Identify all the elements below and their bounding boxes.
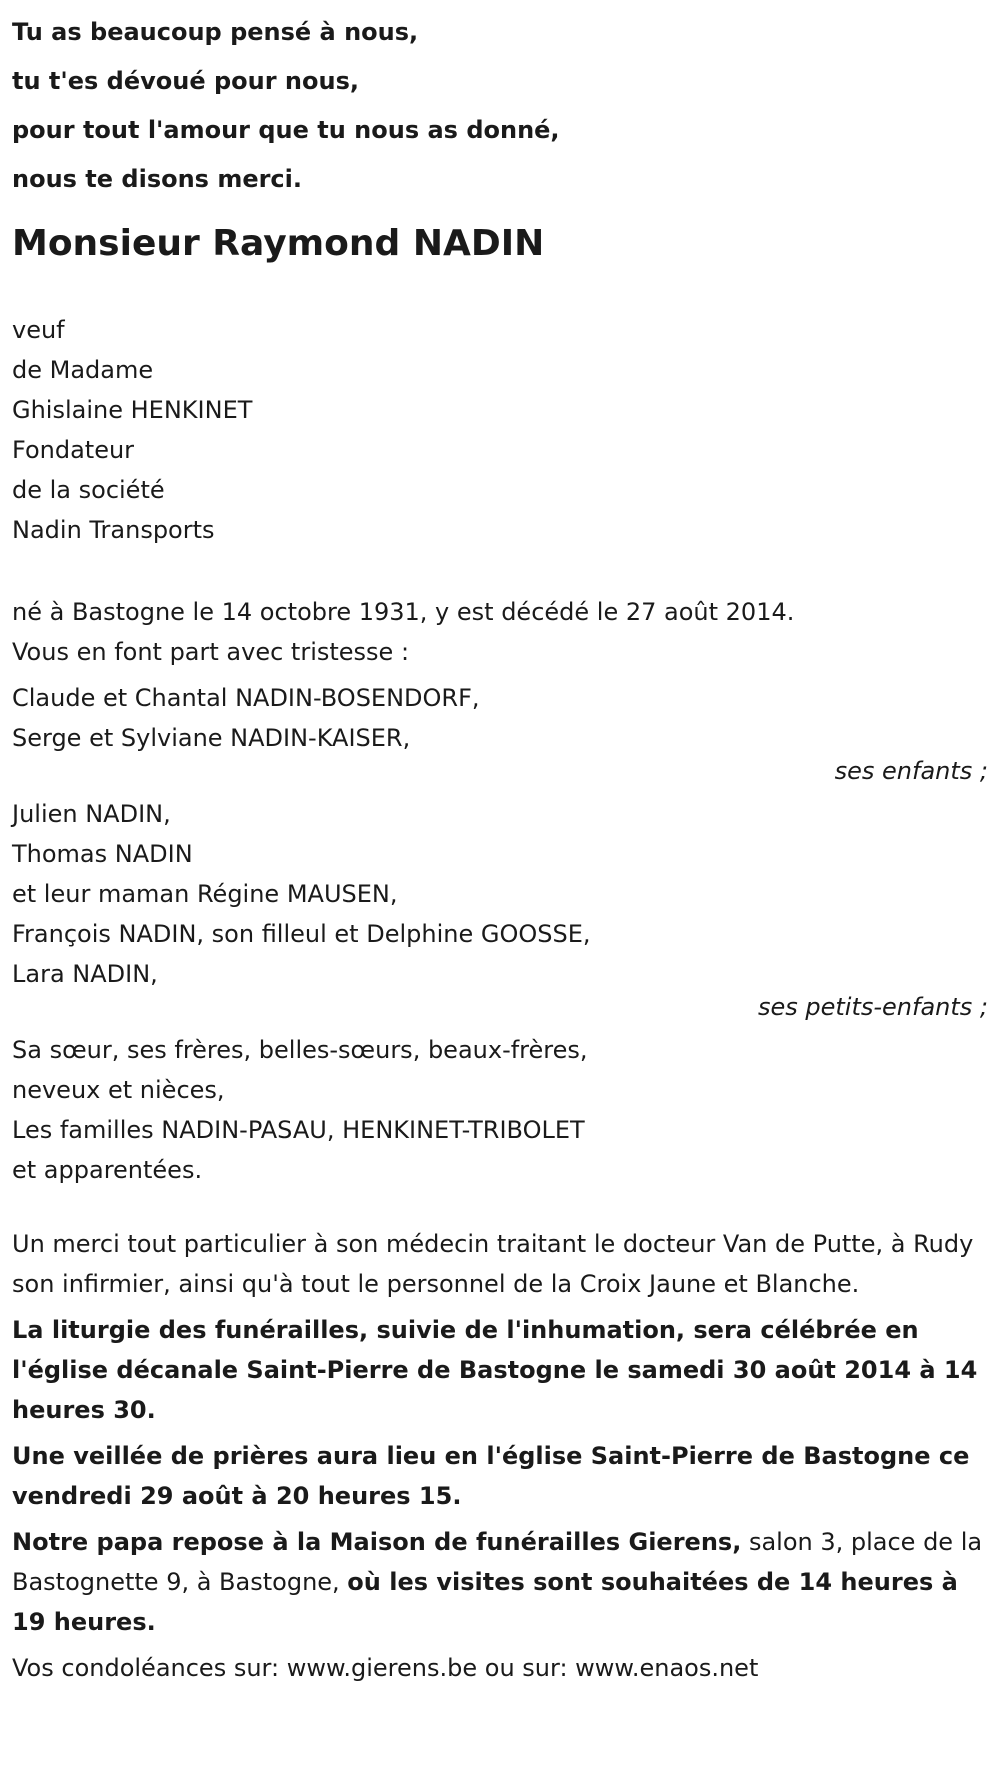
family-line: et apparentées. [12,1156,203,1184]
vigil-text: Une veillée de prières aura lieu en l'église Saint-Pierre de Bastogne ce vendredi 29 août à 20 heures 15. [12,1442,970,1510]
vigil-paragraph [12,1436,988,1516]
relatives-group [12,1030,988,1190]
rest-paragraph [12,1522,988,1642]
children-group [12,678,988,758]
family-line: neveux et nièces, [12,1076,225,1104]
rest-bold-2: où les visites sont souhaitées de 14 heures à 19 heures. [12,1568,958,1636]
thanks-paragraph: Un merci tout particulier à son médecin traitant le docteur Van de Putte, à Rudy son infirmier, ainsi qu'à tout le personnel de la Croix Jaune et Blanche. [12,1230,974,1298]
poem-line: tu t'es dévoué pour nous, [12,67,359,95]
status-line: Nadin Transports [12,516,215,544]
status-line: de la société [12,476,165,504]
condolences-line: Vos condoléances sur: www.gierens.be ou sur: www.enaos.net [12,1654,759,1682]
status-line: veuf [12,316,65,344]
funeral-text: La liturgie des funérailles, suivie de l'inhumation, sera célébrée en l'église décanale Saint-Pierre de Bastogne le samedi 30 août 2014 à 14 heures 30. [12,1316,978,1424]
poem-line: Tu as beaucoup pensé à nous, [12,18,419,46]
poem-line: nous te disons merci. [12,165,303,193]
status-block [12,310,988,550]
status-line: de Madame [12,356,154,384]
rest-bold-1: Notre papa repose à la Maison de funérailles Gierens, [12,1528,742,1556]
status-line: Fondateur [12,436,135,464]
birth-death-line: né à Bastogne le 14 octobre 1931, y est décédé le 27 août 2014. [12,598,795,626]
poem [12,8,988,204]
obituary-page [0,8,1000,1768]
family-line: Julien NADIN, [12,800,171,828]
family-line: Claude et Chantal NADIN-BOSENDORF, [12,684,480,712]
announcement-intro: Vous en font part avec tristesse : [12,638,410,666]
family-line: Sa sœur, ses frères, belles-sœurs, beaux-frères, [12,1036,588,1064]
family-line: Serge et Sylviane NADIN-KAISER, [12,724,411,752]
deceased-name: Monsieur Raymond NADIN [12,223,545,264]
family-line: Thomas NADIN [12,840,193,868]
status-line: Ghislaine HENKINET [12,396,253,424]
grandchildren-group [12,794,988,994]
funeral-paragraph [12,1310,988,1430]
family-line: et leur maman Régine MAUSEN, [12,880,398,908]
rest-normal: salon 3, place de la Bastognette 9, à Bastogne, [12,1528,983,1596]
grandchildren-role: ses petits-enfants ; [757,993,988,1021]
children-role: ses enfants ; [834,757,988,785]
family-line: François NADIN, son filleul et Delphine GOOSSE, [12,920,591,948]
poem-line: pour tout l'amour que tu nous as donné, [12,116,560,144]
family-line: Lara NADIN, [12,960,158,988]
family-line: Les familles NADIN-PASAU, HENKINET-TRIBOLET [12,1116,585,1144]
